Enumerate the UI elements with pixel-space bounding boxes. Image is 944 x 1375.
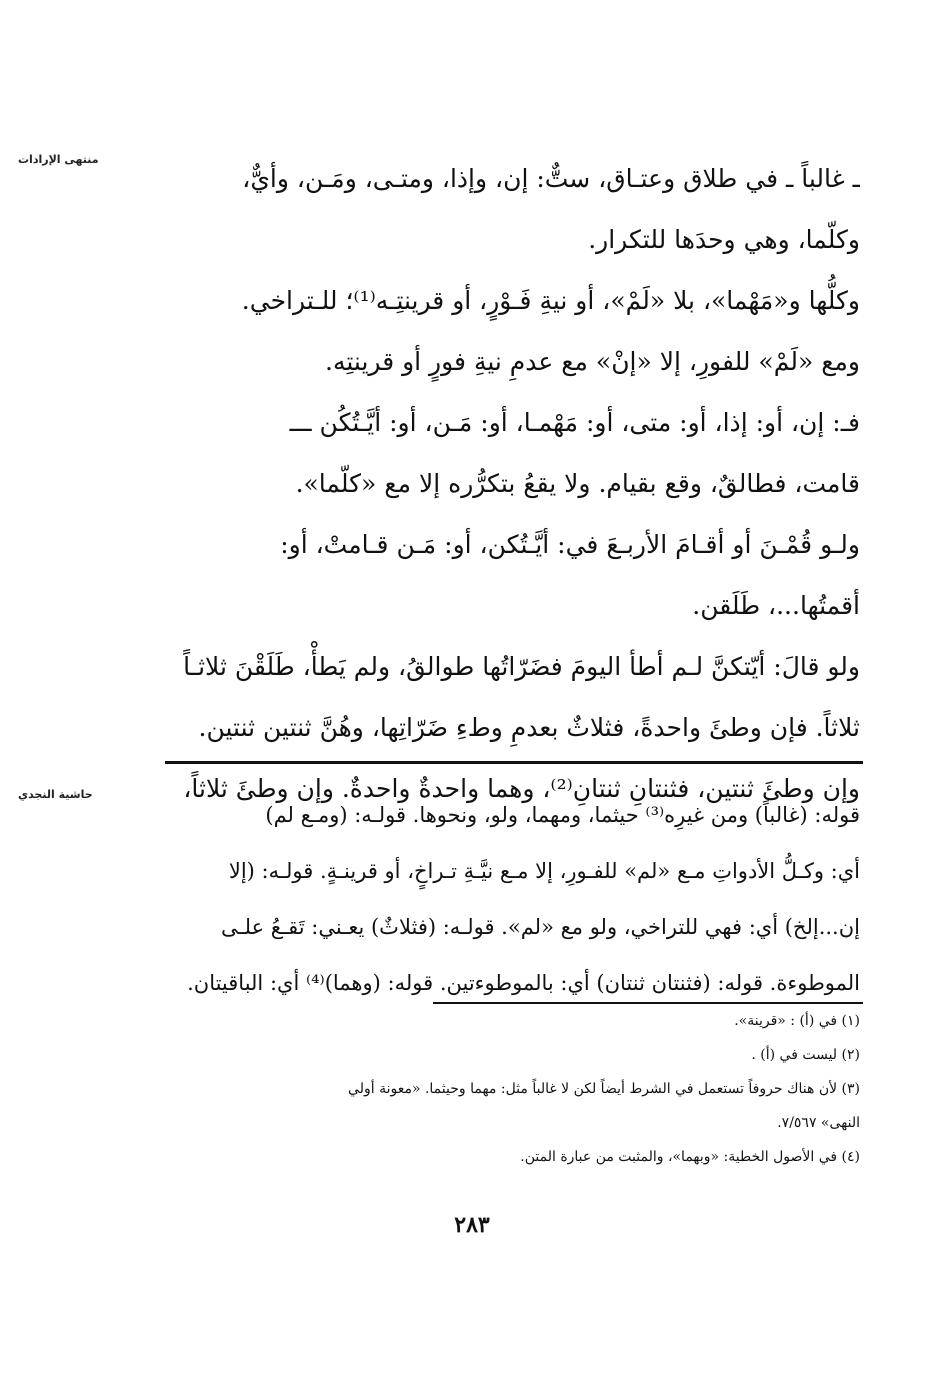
main-text-line: ـ غالباً ـ في طلاق وعتـاق، ستٌّ: إن، وإذا، ومتـى، ومَـن، وأيٌّ، [242,164,860,193]
main-text-line: وإن وطئَ ثنتين، فثنتانِ ثنتانِ⁽²⁾، وهما واحدةٌ واحدةٌ. وإن وطئَ ثلاثاً، [183,774,860,803]
commentary-line: أي: وكـلُّ الأدواتِ مـع «لم» للفـورِ، إلا مـع نيَّـةِ تـراخٍ، أو قرينـةٍ. قولـه: (إلا [228,859,860,883]
commentary-line: الموطوءة. قوله: (فثنتان ثنتان) أي: بالموطوءتين. قوله: (وهما)⁽⁴⁾ أي: الباقيتان. [187,971,860,995]
footnote-line: (٤) في الأصول الخطية: «وبهما»، والمثبت من عبارة المتن. [520,1149,860,1165]
main-text-line: ولـو قُمْـنَ أو أقـامَ الأربـعَ في: أيَّـتُكن، أو: مَـن قـامتْ، أو: [280,530,860,559]
commentary-block [165,787,860,1011]
main-text-line: وكلُّها و«مَهْما»، بلا «لَمْ»، أو نيةِ فَـوْرٍ، أو قرينتِـه⁽¹⁾؛ للـتراخي. [241,286,860,315]
commentary-line: قوله: (غالباً) ومن غيرِه⁽³⁾ حيثما، ومهما، ولو، ونحوها. قولـه: (ومـع لم) [265,803,860,827]
main-text-line: ومع «لَمْ» للفورِ، إلا «إنْ» مع عدمِ نيةِ فورٍ أو قرينتِه. [325,347,860,376]
main-text-line: أقمتُها...، طَلَقن. [692,591,860,620]
main-text-line: قامت، فطالقٌ، وقع بقيام. ولا يقعُ بتكرُّره إلا مع «كلّما». [295,469,860,498]
main-text-line: ثلاثاً. فإن وطئَ واحدةً، فثلاثٌ بعدمِ وطءِ ضَرّاتِها، وهُنَّ ثنتين ثنتين. [198,713,860,742]
commentary-line: إن...إلخ) أي: فهي للتراخي، ولو مع «لم». قولـه: (فثلاثٌ) يعـني: تَقـعُ علـى [220,915,860,939]
footnotes-block [165,1004,860,1174]
main-text-line: وكلّما، وهي وحدَها للتكرار. [588,225,860,254]
book-title-label: منتهى الإرادات [18,153,99,166]
page-number: ٢٨٣ [454,1212,490,1238]
commentary-title-label: حاشية النجدي [18,788,93,801]
footnote-line: النهى» ٧/٥٦٧. [777,1115,860,1131]
main-text-block [165,148,860,819]
footnote-line: (٢) ليست في (أ) . [751,1047,860,1063]
footnote-line: (٣) لأن هناك حروفاً تستعمل في الشرط أيضاً لكن لا غالباً مثل: مهما وحيثما. «معونة أولي [348,1081,860,1097]
main-text-line: فـ: إن، أو: إذا، أو: متى، أو: مَهْمـا، أو: مَـن، أو: أيَّـتُكُن ـــ [289,408,860,437]
footnote-line: (١) في (أ) : «قرينة». [734,1013,860,1029]
main-text-divider [165,761,863,764]
main-text-line: ولو قالَ: أيّتكنَّ لـم أطأ اليومَ فضَرّاتُها طوالقُ، ولم يَطأْ، طَلَقْنَ ثلاثـاً [183,652,860,681]
